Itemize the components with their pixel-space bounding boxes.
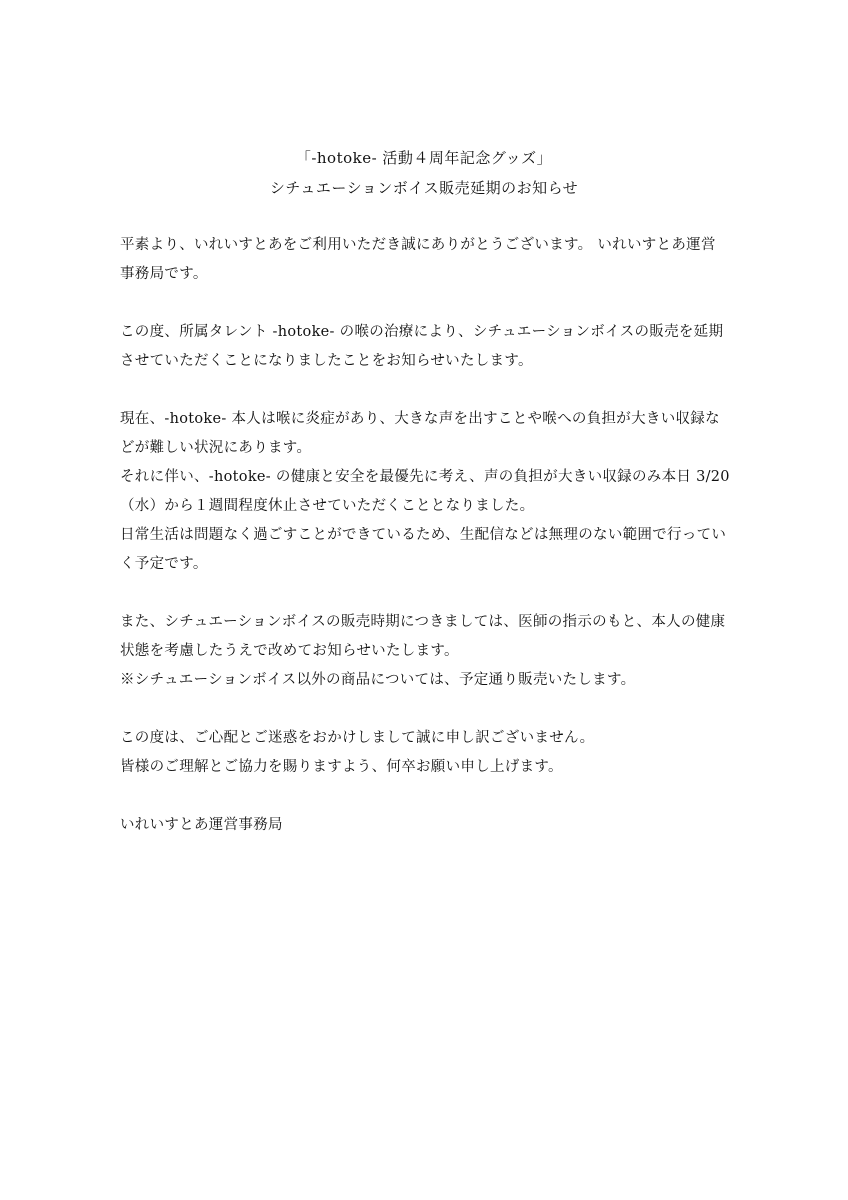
text-line: この度は、ご心配とご迷惑をおかけしまして誠に申し訳ございません。 bbox=[120, 730, 595, 746]
paragraph-status bbox=[120, 405, 732, 579]
text-line: どが難しい状況にあります。 bbox=[120, 440, 312, 456]
text-line: 平素より、いれいすとあをご利用いただき誠にありがとうございます。 いれいすとあ運営 bbox=[120, 237, 716, 253]
notice-title bbox=[0, 143, 848, 203]
signature-line: いれいすとあ運営事務局 bbox=[120, 817, 283, 833]
text-line: 日常生活は問題なく過ごすことができているため、生配信などは無理のない範囲で行ってい bbox=[120, 527, 727, 543]
text-line: く予定です。 bbox=[120, 556, 208, 572]
text-line: させていただくことになりましたことをお知らせいたします。 bbox=[120, 353, 533, 369]
notice-body bbox=[120, 231, 732, 869]
text-line: また、シチュエーションボイスの販売時期につきましては、医師の指示のもと、本人の健康 bbox=[120, 614, 726, 630]
text-line: それに伴い、-hotoke- の健康と安全を最優先に考え、声の負担が大きい収録のみ本日 3/20 bbox=[120, 469, 730, 485]
paragraph-signature bbox=[120, 811, 732, 840]
title-line-1: 「-hotoke- 活動４周年記念グッズ」 bbox=[295, 149, 553, 167]
text-line: ※シチュエーションボイス以外の商品については、予定通り販売いたします。 bbox=[120, 672, 636, 688]
paragraph-greeting bbox=[120, 231, 732, 289]
text-line: 皆様のご理解とご協力を賜りますよう、何卒お願い申し上げます。 bbox=[120, 759, 563, 775]
text-line: （水）から１週間程度休止させていただくこととなりました。 bbox=[120, 498, 535, 514]
paragraph-schedule bbox=[120, 608, 732, 695]
title-line-2: シチュエーションボイス販売延期のお知らせ bbox=[269, 179, 579, 197]
paragraph-announcement bbox=[120, 318, 732, 376]
text-line: 現在、-hotoke- 本人は喉に炎症があり、大きな声を出すことや喉への負担が大きい収録な bbox=[120, 411, 720, 427]
text-line: 状態を考慮したうえで改めてお知らせいたします。 bbox=[120, 643, 459, 659]
text-line: この度、所属タレント -hotoke- の喉の治療により、シチュエーションボイスの販売を延期 bbox=[120, 324, 724, 340]
paragraph-apology bbox=[120, 724, 732, 782]
text-line: 事務局です。 bbox=[120, 266, 208, 282]
